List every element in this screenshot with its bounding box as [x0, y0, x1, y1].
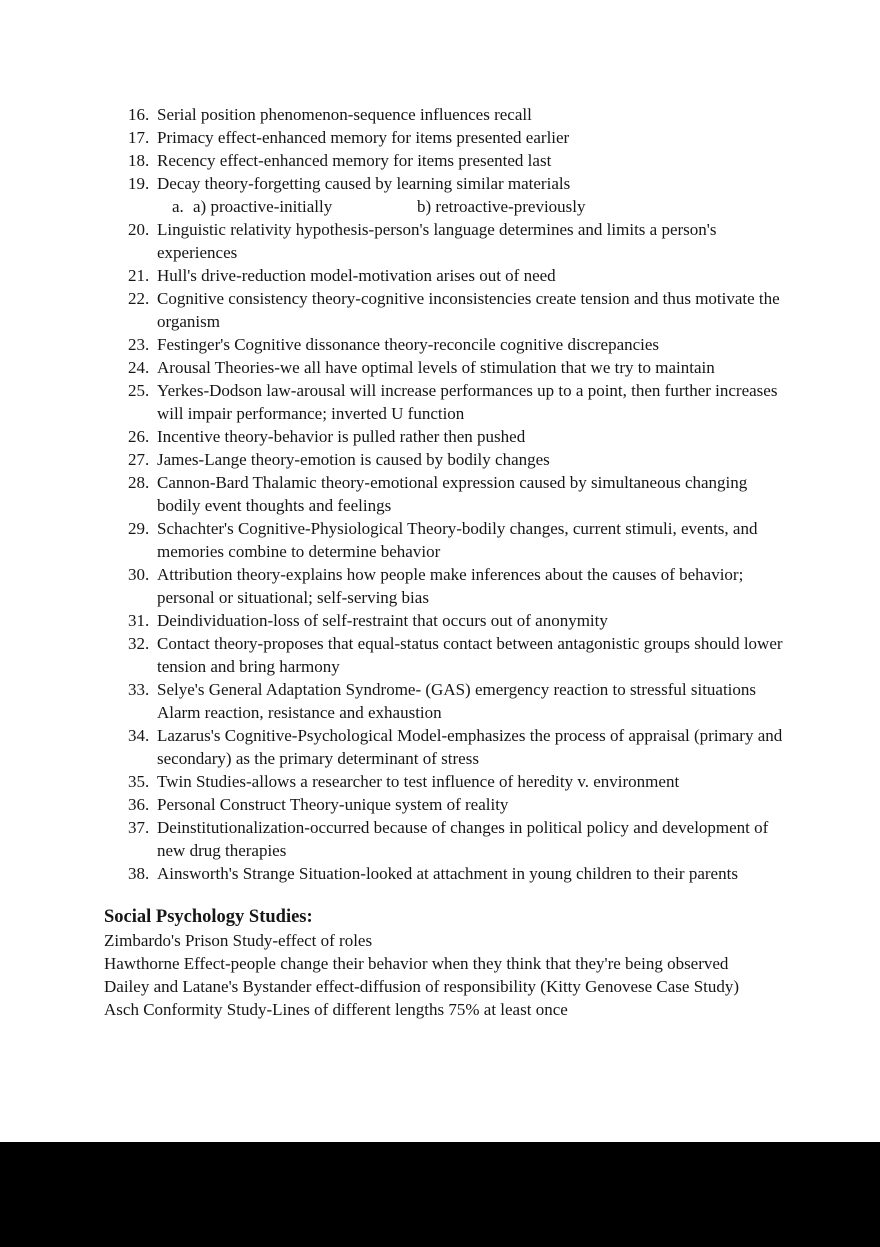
list-item-number: 22.	[128, 289, 150, 308]
list-item-number: 17.	[128, 128, 150, 147]
list-item	[128, 609, 784, 632]
list-item	[128, 448, 784, 471]
list-item-number: 16.	[128, 105, 150, 124]
sub-item-row	[157, 195, 784, 218]
list-item-text: Yerkes-Dodson law-arousal will increase performances up to a point, then further increases will impair performance; inverted U function	[157, 381, 778, 423]
list-item-text: Deinstitutionalization-occurred because of changes in political policy and development of new drug therapies	[157, 818, 769, 860]
page-content	[104, 103, 784, 1021]
list-item-number: 21.	[128, 266, 150, 285]
list-item-text: Twin Studies-allows a researcher to test influence of heredity v. environment	[157, 772, 680, 791]
bottom-black-bar	[0, 1142, 880, 1247]
list-item-number: 30.	[128, 565, 150, 584]
list-item	[128, 678, 784, 724]
list-item-number: 25.	[128, 381, 150, 400]
numbered-study-list	[104, 103, 784, 885]
list-item	[128, 287, 784, 333]
list-item	[128, 172, 784, 218]
list-item-text: Arousal Theories-we all have optimal levels of stimulation that we try to maintain	[157, 358, 715, 377]
list-item-number: 29.	[128, 519, 150, 538]
list-item	[128, 793, 784, 816]
list-item-text: Festinger's Cognitive dissonance theory-reconcile cognitive discrepancies	[157, 335, 660, 354]
list-item-text: Cannon-Bard Thalamic theory-emotional expression caused by simultaneous changing bodily event thoughts and feelings	[157, 473, 748, 515]
list-item-text: Recency effect-enhanced memory for items presented last	[157, 151, 552, 170]
paragraph-line: Hawthorne Effect-people change their behavior when they think that they're being observed	[104, 954, 729, 973]
list-item	[128, 770, 784, 793]
list-item	[128, 724, 784, 770]
list-item-number: 33.	[128, 680, 150, 699]
list-item-text: Attribution theory-explains how people make inferences about the causes of behavior; personal or situational; self-serving bias	[157, 565, 744, 607]
paragraph-line: Dailey and Latane's Bystander effect-diffusion of responsibility (Kitty Genovese Case Study)	[104, 977, 740, 996]
section-heading: Social Psychology Studies:	[104, 907, 313, 927]
list-item-text: Deindividuation-loss of self-restraint that occurs out of anonymity	[157, 611, 608, 630]
sub-item-option-b: b) retroactive-previously	[417, 197, 586, 216]
list-item-number: 37.	[128, 818, 150, 837]
sub-item-marker: a.	[172, 197, 184, 216]
list-item-text: Ainsworth's Strange Situation-looked at attachment in young children to their parents	[157, 864, 738, 883]
list-item	[128, 632, 784, 678]
list-item-number: 36.	[128, 795, 150, 814]
sub-item-option-a: a) proactive-initially	[193, 197, 333, 216]
list-item	[128, 149, 784, 172]
list-item-text: Cognitive consistency theory-cognitive inconsistencies create tension and thus motivate the organism	[157, 289, 780, 331]
list-item-text: Selye's General Adaptation Syndrome- (GAS) emergency reaction to stressful situations Alarm reaction, resistance and exhaustion	[157, 680, 757, 722]
list-item-number: 26.	[128, 427, 150, 446]
list-item	[128, 379, 784, 425]
list-item	[128, 356, 784, 379]
list-item	[128, 264, 784, 287]
list-item-number: 18.	[128, 151, 150, 170]
list-item-number: 20.	[128, 220, 150, 239]
list-item	[128, 862, 784, 885]
list-item	[128, 103, 784, 126]
list-item	[128, 563, 784, 609]
list-item	[128, 517, 784, 563]
social-psychology-paragraph	[104, 929, 784, 1021]
list-item-text: Primacy effect-enhanced memory for items presented earlier	[157, 128, 570, 147]
list-item-text: Schachter's Cognitive-Physiological Theory-bodily changes, current stimuli, events, and memories combine to determine behavior	[157, 519, 758, 561]
list-item-number: 19.	[128, 174, 150, 193]
list-item-text	[157, 172, 784, 218]
list-item-number: 31.	[128, 611, 150, 630]
list-item-number: 24.	[128, 358, 150, 377]
list-item-number: 28.	[128, 473, 150, 492]
list-item-text: Personal Construct Theory-unique system of reality	[157, 795, 509, 814]
list-item-number: 32.	[128, 634, 150, 653]
list-item-text: Hull's drive-reduction model-motivation arises out of need	[157, 266, 556, 285]
list-item-text: Serial position phenomenon-sequence influences recall	[157, 105, 532, 124]
list-item	[128, 816, 784, 862]
list-item	[128, 333, 784, 356]
list-item-text: Contact theory-proposes that equal-status contact between antagonistic groups should lower tension and bring harmony	[157, 634, 783, 676]
list-item-text: James-Lange theory-emotion is caused by bodily changes	[157, 450, 550, 469]
list-item-number: 35.	[128, 772, 150, 791]
list-item-text: Linguistic relativity hypothesis-person's language determines and limits a person's experiences	[157, 220, 717, 262]
list-item-text: Incentive theory-behavior is pulled rather then pushed	[157, 427, 526, 446]
list-item	[128, 471, 784, 517]
list-item-number: 38.	[128, 864, 150, 883]
list-item-main-text: Decay theory-forgetting caused by learning similar materials	[157, 174, 571, 193]
list-item-number: 27.	[128, 450, 150, 469]
list-item	[128, 218, 784, 264]
list-item	[128, 126, 784, 149]
list-item	[128, 425, 784, 448]
paragraph-line: Zimbardo's Prison Study-effect of roles	[104, 931, 373, 950]
list-item-text: Lazarus's Cognitive-Psychological Model-emphasizes the process of appraisal (primary and secondary) as the primary determinant of stress	[157, 726, 783, 768]
list-item-number: 23.	[128, 335, 150, 354]
paragraph-line: Asch Conformity Study-Lines of different lengths 75% at least once	[104, 1000, 568, 1019]
list-item-number: 34.	[128, 726, 150, 745]
